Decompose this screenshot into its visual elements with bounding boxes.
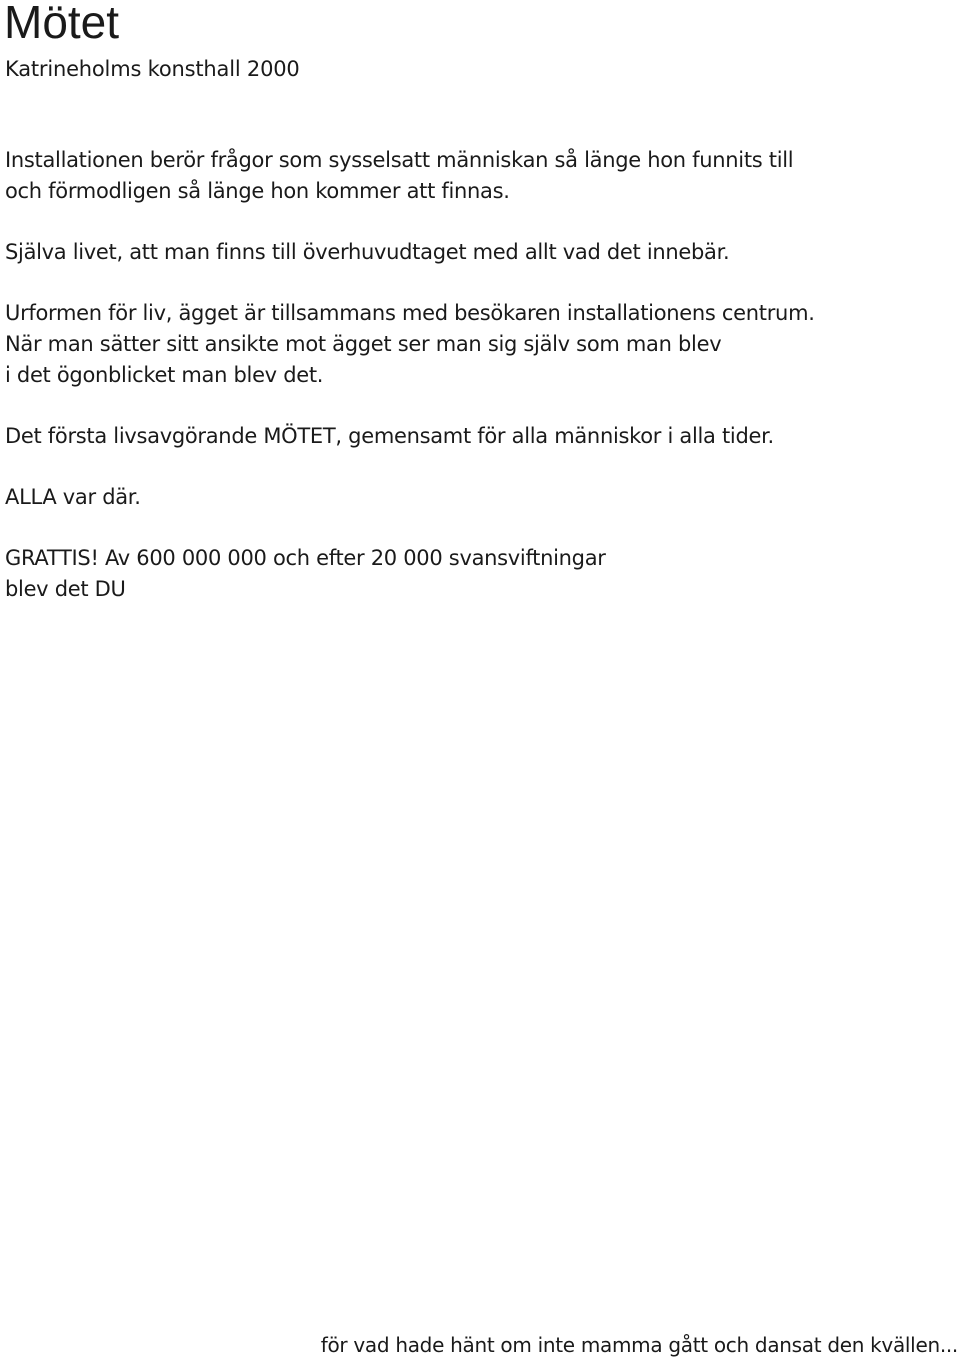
paragraph-congratulations: GRATTIS! Av 600 000 000 och efter 20 000 svansviftningar blev det DU bbox=[5, 546, 606, 601]
paragraph-all-were-there: ALLA var där. bbox=[5, 485, 141, 509]
paragraph-egg: Urformen för liv, ägget är tillsammans med besökaren installationens centrum. När man sätter sitt ansikte mot ägget ser man sig själv som man blev i det ögonblicket man blev det. bbox=[5, 301, 815, 387]
page-title: Mötet bbox=[4, 0, 120, 48]
page-subtitle: Katrineholms konsthall 2000 bbox=[5, 57, 300, 81]
footer-note: för vad hade hänt om inte mamma gått och dansat den kvällen... bbox=[320, 1333, 958, 1357]
paragraph-intro: Installationen berör frågor som sysselsatt människan så länge hon funnits till och förmodligen så länge hon kommer att finnas. bbox=[5, 148, 794, 203]
paragraph-meeting: Det första livsavgörande MÖTET, gemensamt för alla människor i alla tider. bbox=[5, 424, 774, 448]
paragraph-life: Själva livet, att man finns till överhuvudtaget med allt vad det innebär. bbox=[5, 240, 730, 264]
